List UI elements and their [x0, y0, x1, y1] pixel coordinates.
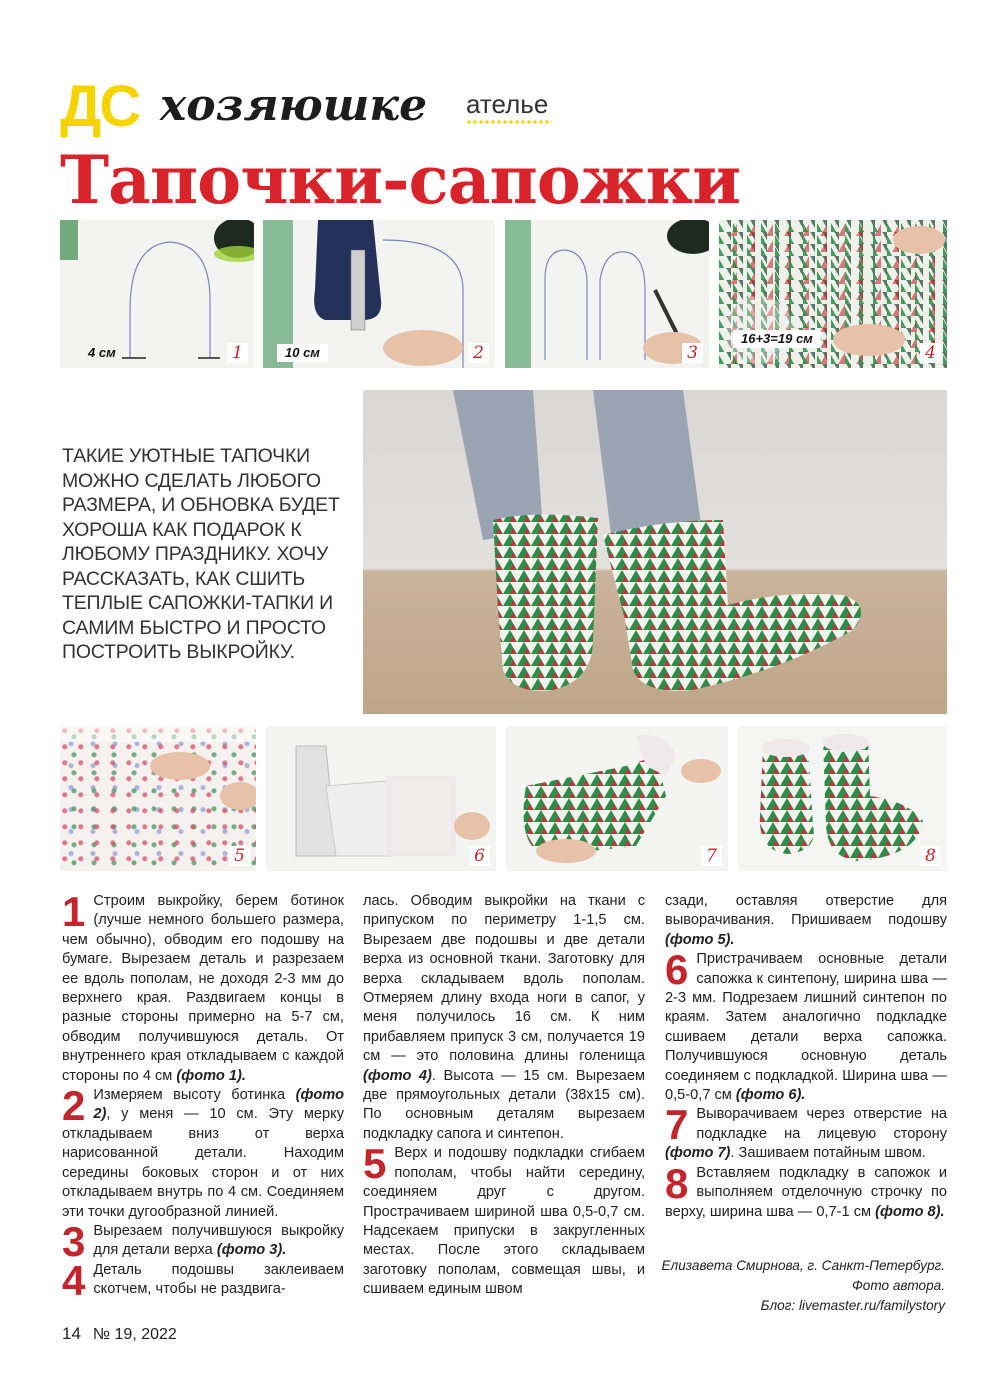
photo-number: 7	[701, 846, 722, 866]
sewing-sole-drawing	[60, 726, 256, 871]
step-text: Пристрачиваем основные детали сапожка к синтепону, ширина шва — 2-3 мм. Подрезаем лишний синтепон по краям. Затем аналогично подкладке сшиваем детали верха сапожка. Получившуюся основную деталь соединяем с подкладкой. Ширина шва — 0,5-0,7 см	[665, 951, 947, 1104]
step-text: Измеряем высоту ботинка	[93, 1087, 286, 1104]
text-column-3	[665, 892, 947, 1222]
photo-number: 3	[682, 343, 703, 363]
text-column-1	[62, 888, 344, 1304]
step-text: Строим выкройку, берем ботинок (лучше немного большего размера, чем обычно), обводим его подошву на бумаге. Вырезаем деталь и разрезаем ее вдоль пополам, не доходя 2-3 мм до верхнего края. Раздвигаем концы в разные стороны примерно на 5-7 см, обводим получившуюся деталь. От внутреннего края откладываем с каждой стороны по 4 см	[62, 893, 344, 1084]
article-title: Тапочки-сапожки	[60, 141, 741, 219]
step-text: лась. Обводим выкройки на ткани с припуском по периметру 1-1,5 см. Вырезаем две подошвы и две детали верха из основной ткани. Заготовку для верха складываем вдоль пополам. Отмеряем длину входа ноги в сапог, у меня получилось 16 см. К ним прибавляем припуск 3 см, получается 19 см — это половина длины голенища	[363, 893, 645, 1065]
photo-number: 8	[920, 846, 941, 866]
photo-reference: (фото 5).	[665, 931, 735, 948]
step-4-continued	[363, 892, 645, 1144]
author-name: Елизавета Смирнова, г. Санкт-Петербург.	[661, 1258, 945, 1273]
photo-8	[738, 726, 947, 871]
step-text: сзади, оставляя отверстие для выворачивания. Пришиваем подошву	[665, 893, 947, 929]
photo-7	[506, 726, 728, 871]
step-text: Вырезаем получившуюся выкройку для детали верха	[93, 1222, 344, 1259]
main-photo	[363, 390, 947, 714]
measure-label: 16+3=19 см	[733, 330, 821, 348]
step-number: 6	[665, 946, 689, 994]
photo-number: 6	[469, 846, 490, 866]
photo-1	[60, 220, 254, 368]
photo-number: 4	[920, 343, 941, 363]
step-text: Верх и подошву подкладки сгибаем пополам, чтобы найти середину, соединяем друг с другом. Прострачиваем шириной шва 0,5-0,7 см. Надсекаем припуски в закругленных местах. После этого складываем заготовку пополам, совмещая швы, и сшиваем единым швом	[363, 1145, 645, 1298]
boots-on-feet-illustration	[363, 390, 947, 714]
lining-assembly-drawing	[266, 726, 496, 871]
photo-reference: (фото 8).	[875, 1203, 945, 1220]
step-text: Выворачиваем через отверстие на подкладке на лицевую сторону	[696, 1106, 947, 1142]
photo-number: 2	[468, 343, 489, 363]
photo-reference: (фото 6).	[735, 1087, 806, 1104]
measure-label: 4 см	[88, 345, 116, 360]
step-text: . Зашиваем потайным швом.	[730, 1145, 926, 1162]
subsection-label: ателье	[466, 89, 549, 119]
cutting-pattern-drawing	[505, 220, 709, 368]
step-1	[62, 888, 344, 1086]
step-5-continued	[665, 892, 947, 950]
credits	[661, 1256, 945, 1316]
step-number: 1	[62, 888, 86, 935]
lead-paragraph: ТАКИЕ УЮТНЫЕ ТАПОЧКИ МОЖНО СДЕЛАТЬ ЛЮБОГО РАЗМЕРА, И ОБНОВКА БУДЕТ ХОРОША КАК ПОДАРОК К ЛЮБОМУ ПРАЗДНИКУ. ХОЧУ РАССКАЗАТЬ, КАК СШИТЬ ТЕПЛЫЕ САПОЖКИ-ТАПКИ И САМИМ БЫСТРО И ПРОСТО ПОСТРОИТЬ ВЫКРОЙКУ.	[62, 445, 340, 663]
photo-5	[60, 726, 256, 871]
step-7	[665, 1101, 947, 1163]
photo-6	[266, 726, 496, 871]
step-text: , у меня — 10 см. Эту мерку откладываем вниз от верха нарисованной детали. Находим середины боковых сторон и от них откладываем внутрь по 4 см. Соединяем эти точки дугообразной линией.	[62, 1106, 344, 1220]
page-number: 14	[62, 1324, 81, 1343]
step-4	[62, 1256, 344, 1304]
photo-credit: Фото автора.	[851, 1278, 945, 1293]
step-text: Деталь подошвы заклеиваем скотчем, чтобы не раздвига-	[93, 1261, 344, 1298]
photo-reference: (фото 4)	[363, 1067, 432, 1084]
step-number: 7	[665, 1101, 689, 1149]
step-number: 3	[62, 1217, 86, 1265]
photo-4	[719, 220, 947, 368]
step-number: 2	[62, 1082, 86, 1130]
photo-reference: (фото 2)	[93, 1087, 344, 1123]
step-3	[62, 1217, 344, 1265]
step-number: 5	[363, 1140, 387, 1188]
issue-number: № 19, 2022	[92, 1326, 177, 1343]
subsection-underline	[466, 119, 552, 125]
photo-number: 5	[229, 846, 250, 866]
step-text: . Высота — 15 см. Вырезаем две прямоугольных детали (38х15 см). По основным деталям вырезаем подкладку сапога и синтепон.	[363, 1067, 645, 1142]
step-2	[62, 1082, 344, 1222]
step-6	[665, 946, 947, 1105]
step-number: 8	[665, 1159, 689, 1207]
magazine-logo: ДС	[60, 74, 140, 139]
page-footer	[62, 1324, 177, 1344]
photo-2	[263, 220, 495, 368]
photo-reference: (фото 1).	[176, 1067, 246, 1084]
finished-boots-drawing	[738, 726, 947, 871]
step-text: Вставляем подкладку в сапожок и выполняем отделочную строчку по верху, ширина шва — 0,7-1 см	[665, 1164, 947, 1220]
section-title: хозяюшке	[160, 80, 428, 131]
photo-3	[505, 220, 709, 368]
photo-reference: (фото 7)	[665, 1145, 731, 1162]
turning-boot-drawing	[506, 726, 728, 871]
step-8	[665, 1159, 947, 1222]
step-number: 4	[62, 1256, 86, 1304]
measure-label: 10 см	[277, 344, 328, 362]
blog-link[interactable]: Блог: livemaster.ru/familystory	[760, 1298, 945, 1313]
step-5	[363, 1140, 645, 1299]
text-column-2	[363, 892, 645, 1300]
photo-number: 1	[227, 343, 248, 363]
photo-reference: (фото 3).	[216, 1242, 287, 1259]
